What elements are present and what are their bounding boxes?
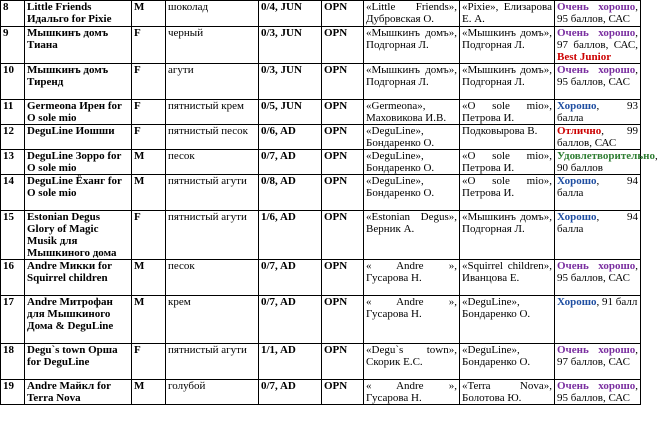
owner-cell: «O sole mio», Петрова И. bbox=[460, 100, 555, 125]
score-text: , 93 балла bbox=[557, 100, 638, 124]
owner-cell: «Мышкинъ домъ», Подгорная Л. bbox=[460, 27, 555, 64]
age-class-cell: 0/5, JUN bbox=[259, 100, 322, 125]
breeder-cell: « Andre », Гусарова Н. bbox=[364, 380, 460, 405]
show-class-cell: OPN bbox=[322, 1, 364, 27]
owner-cell: Подковырова В. bbox=[460, 125, 555, 150]
age-class-cell: 1/6, AD bbox=[259, 211, 322, 260]
animal-name: Andre Микки for Squirrel children bbox=[25, 260, 132, 296]
sex-cell: M bbox=[132, 380, 166, 405]
show-class-cell: OPN bbox=[322, 211, 364, 260]
age-class-cell: 0/3, JUN bbox=[259, 64, 322, 100]
table-row bbox=[1, 211, 641, 260]
owner-cell: «O sole mio», Петрова И. bbox=[460, 175, 555, 211]
animal-name: Мышкинъ домъ Тиана bbox=[25, 27, 132, 64]
score-text: , 95 баллов, САС bbox=[557, 1, 638, 25]
breeder-cell: «DeguLine», Бондаренко О. bbox=[364, 125, 460, 150]
table-row bbox=[1, 150, 641, 175]
score-text: , 95 баллов, САС bbox=[557, 260, 638, 284]
color-cell: пятнистый песок bbox=[166, 125, 259, 150]
breeder-cell: «DeguLine», Бондаренко О. bbox=[364, 150, 460, 175]
animal-name: DeguLine Ёханг for O sole mio bbox=[25, 175, 132, 211]
grade-label: Очень хорошо bbox=[557, 27, 636, 39]
owner-cell: «DeguLine», Бондаренко О. bbox=[460, 296, 555, 344]
owner-cell: «Мышкинъ домъ», Подгорная Л. bbox=[460, 211, 555, 260]
row-number: 13 bbox=[1, 150, 25, 175]
sex-cell: F bbox=[132, 27, 166, 64]
animal-name: Estonian Degus Glory of Magic Musik для Мышкиного дома bbox=[25, 211, 132, 260]
owner-cell: «Мышкинъ домъ», Подгорная Л. bbox=[460, 64, 555, 100]
sex-cell: F bbox=[132, 125, 166, 150]
show-class-cell: OPN bbox=[322, 64, 364, 100]
table-row bbox=[1, 380, 641, 405]
sex-cell: F bbox=[132, 344, 166, 380]
show-class-cell: OPN bbox=[322, 344, 364, 380]
table-body bbox=[1, 1, 658, 405]
show-class-cell: OPN bbox=[322, 100, 364, 125]
rating-cell bbox=[555, 1, 641, 27]
show-class-cell: OPN bbox=[322, 27, 364, 64]
show-class-cell: OPN bbox=[322, 125, 364, 150]
table-row bbox=[1, 125, 641, 150]
score-text: , 94 балла bbox=[557, 211, 638, 235]
score-text: , 94 балла bbox=[557, 175, 638, 199]
row-number: 11 bbox=[1, 100, 25, 125]
score-text: , 97 баллов, САС, bbox=[557, 27, 638, 51]
rating-cell bbox=[555, 100, 641, 125]
animal-name: DeguLine Иошши bbox=[25, 125, 132, 150]
sex-cell: M bbox=[132, 150, 166, 175]
animal-name: Little Friends Идальго for Pixie bbox=[25, 1, 132, 27]
breeder-cell: «Мышкинъ домъ», Подгорная Л. bbox=[364, 64, 460, 100]
rating-cell bbox=[555, 344, 641, 380]
table-row bbox=[1, 260, 641, 296]
age-class-cell: 0/4, JUN bbox=[259, 1, 322, 27]
breeder-cell: « Andre », Гусарова Н. bbox=[364, 296, 460, 344]
color-cell: черный bbox=[166, 27, 259, 64]
best-junior-badge: Best Junior bbox=[557, 51, 612, 63]
animal-name: Мышкинъ домъ Тиренд bbox=[25, 64, 132, 100]
rating-cell bbox=[555, 125, 641, 150]
color-cell: пятнистый агути bbox=[166, 211, 259, 260]
color-cell: голубой bbox=[166, 380, 259, 405]
age-class-cell: 0/7, AD bbox=[259, 296, 322, 344]
grade-label: Очень хорошо bbox=[557, 344, 636, 356]
row-number: 12 bbox=[1, 125, 25, 150]
breeder-cell: «DeguLine», Бондаренко О. bbox=[364, 175, 460, 211]
breeder-cell: «Degu`s town», Скорик Е.С. bbox=[364, 344, 460, 380]
animal-name: Degu`s town Орша for DeguLine bbox=[25, 344, 132, 380]
grade-label: Хорошо bbox=[557, 296, 597, 308]
row-number: 16 bbox=[1, 260, 25, 296]
grade-label: Хорошо bbox=[557, 211, 597, 223]
show-class-cell: OPN bbox=[322, 175, 364, 211]
grade-label: Очень хорошо bbox=[557, 260, 636, 272]
breeder-cell: «Estonian Degus», Верник А. bbox=[364, 211, 460, 260]
color-cell: песок bbox=[166, 260, 259, 296]
sex-cell: M bbox=[132, 175, 166, 211]
color-cell: пятнистый агути bbox=[166, 175, 259, 211]
grade-label: Хорошо bbox=[557, 100, 597, 112]
color-cell: пятнистый агути bbox=[166, 344, 259, 380]
animal-name: Germeona Ирен for O sole mio bbox=[25, 100, 132, 125]
score-text: , 99 баллов, САС bbox=[557, 125, 638, 149]
owner-cell: «Terra Nova», Болотова Ю. bbox=[460, 380, 555, 405]
rating-cell bbox=[555, 296, 641, 344]
age-class-cell: 0/8, AD bbox=[259, 175, 322, 211]
sex-cell: F bbox=[132, 211, 166, 260]
owner-cell: «O sole mio», Петрова И. bbox=[460, 150, 555, 175]
grade-label: Очень хорошо bbox=[557, 1, 636, 13]
age-class-cell: 0/7, AD bbox=[259, 150, 322, 175]
breeder-cell: «Little Friends», Дубровская О. bbox=[364, 1, 460, 27]
row-number: 8 bbox=[1, 1, 25, 27]
show-class-cell: OPN bbox=[322, 380, 364, 405]
breeder-cell: «Germeona», Маховикова И.В. bbox=[364, 100, 460, 125]
color-cell: пятнистый крем bbox=[166, 100, 259, 125]
row-number: 18 bbox=[1, 344, 25, 380]
rating-cell bbox=[555, 260, 641, 296]
age-class-cell: 1/1, AD bbox=[259, 344, 322, 380]
score-text: , 97 баллов, САС bbox=[557, 344, 638, 368]
score-text: , 90 баллов bbox=[557, 150, 658, 174]
color-cell: шоколад bbox=[166, 1, 259, 27]
sex-cell: F bbox=[132, 64, 166, 100]
owner-cell: «Pixie», Елизарова Е. А. bbox=[460, 1, 555, 27]
animal-name: Andre Майкл for Terra Nova bbox=[25, 380, 132, 405]
owner-cell: «DeguLine», Бондаренко О. bbox=[460, 344, 555, 380]
table-row bbox=[1, 344, 641, 380]
age-class-cell: 0/6, AD bbox=[259, 125, 322, 150]
show-class-cell: OPN bbox=[322, 296, 364, 344]
sex-cell: F bbox=[132, 100, 166, 125]
show-class-cell: OPN bbox=[322, 260, 364, 296]
age-class-cell: 0/7, AD bbox=[259, 260, 322, 296]
table-row bbox=[1, 100, 641, 125]
row-number: 15 bbox=[1, 211, 25, 260]
owner-cell: «Squirrel children», Иванцова Е. bbox=[460, 260, 555, 296]
age-class-cell: 0/3, JUN bbox=[259, 27, 322, 64]
score-text: , 91 балл bbox=[596, 296, 638, 308]
score-text: , 95 баллов, САС bbox=[557, 380, 638, 404]
color-cell: песок bbox=[166, 150, 259, 175]
rating-cell bbox=[555, 150, 658, 175]
table-row bbox=[1, 175, 641, 211]
sex-cell: M bbox=[132, 260, 166, 296]
grade-label: Очень хорошо bbox=[557, 64, 636, 76]
sex-cell: M bbox=[132, 296, 166, 344]
color-cell: агути bbox=[166, 64, 259, 100]
row-number: 14 bbox=[1, 175, 25, 211]
table-row bbox=[1, 296, 641, 344]
breeder-cell: «Мышкинъ домъ», Подгорная Л. bbox=[364, 27, 460, 64]
show-class-cell: OPN bbox=[322, 150, 364, 175]
rating-cell bbox=[555, 27, 641, 64]
table-row bbox=[1, 1, 641, 27]
breeder-cell: « Andre », Гусарова Н. bbox=[364, 260, 460, 296]
row-number: 9 bbox=[1, 27, 25, 64]
age-class-cell: 0/7, AD bbox=[259, 380, 322, 405]
rating-cell bbox=[555, 211, 641, 260]
table-row bbox=[1, 27, 641, 64]
grade-label: Отлично bbox=[557, 125, 602, 137]
color-cell: крем bbox=[166, 296, 259, 344]
rating-cell bbox=[555, 64, 641, 100]
sex-cell: M bbox=[132, 1, 166, 27]
animal-name: Andre Митрофан для Мышкиного Дома & DeguLine bbox=[25, 296, 132, 344]
grade-label: Удовлетворительно bbox=[557, 150, 655, 162]
row-number: 19 bbox=[1, 380, 25, 405]
grade-label: Очень хорошо bbox=[557, 380, 636, 392]
animal-name: DeguLine Зорро for O sole mio bbox=[25, 150, 132, 175]
grade-label: Хорошо bbox=[557, 175, 597, 187]
rating-cell bbox=[555, 380, 641, 405]
row-number: 17 bbox=[1, 296, 25, 344]
rating-cell bbox=[555, 175, 641, 211]
row-number: 10 bbox=[1, 64, 25, 100]
score-text: , 95 баллов, САС bbox=[557, 64, 638, 88]
table-row bbox=[1, 64, 641, 100]
